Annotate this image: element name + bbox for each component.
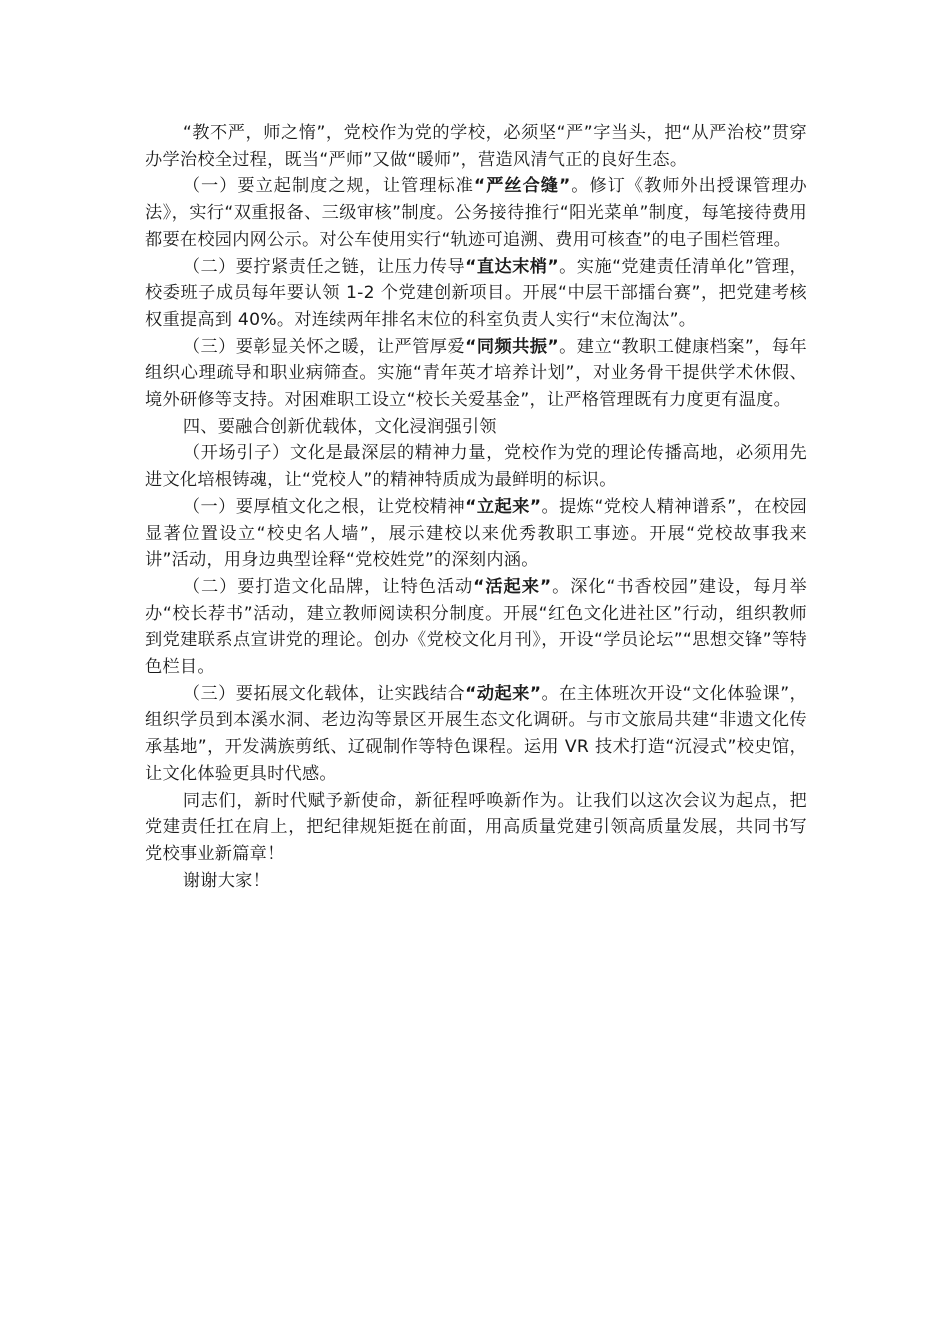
paragraph-lead: （三）要彰显关怀之暖，让严管厚爱 <box>182 336 466 357</box>
paragraph-thanks <box>145 868 807 895</box>
paragraph-lead: （二）要打造文化品牌，让特色活动 <box>182 576 474 597</box>
paragraph-text: 同志们，新时代赋予新使命，新征程呼唤新作为。让我们以这次会议为起点，把党建责任扛在肩上，把纪律规矩挺在前面，用高质量党建引领高质量发展，共同书写党校事业新篇章！ <box>145 790 807 864</box>
document-body <box>145 120 807 894</box>
section-heading-four <box>145 414 807 441</box>
paragraph-opening-intro <box>145 440 807 493</box>
paragraph-text: （开场引子）文化是最深层的精神力量，党校作为党的理论传播高地，必须用先进文化培根铸魂，让“党校人”的精神特质成为最鲜明的标识。 <box>145 443 807 491</box>
paragraph-closing-call <box>145 788 807 868</box>
paragraph-body: 。在主体班次开设“文化体验课”，组织学员到本溪水洞、老边沟等景区开展生态文化调研。与市文旅局共建“非遗文化传承基地”，开发满族剪纸、辽砚制作等特色课程。运用 VR 技术打造“沉浸式”校史馆，让文化体验更具时代感。 <box>145 683 807 784</box>
paragraph-point-2-responsibility <box>145 254 807 334</box>
paragraph-culture-point-1 <box>145 494 807 574</box>
paragraph-emphasis: “同频共振” <box>465 336 559 357</box>
paragraph-emphasis: “活起来” <box>473 576 552 597</box>
paragraph-body: 。提炼“党校人精神谱系”，在校园显著位置设立“校史名人墙”，展示建校以来优秀教职工事迹。开展“党校故事我来讲”活动，用身边典型诠释“党校姓党”的深刻内涵。 <box>145 496 807 571</box>
paragraph-body: 。修订《教师外出授课管理办法》，实行“双重报备、三级审核”制度。公务接待推行“阳光菜单”制度，每笔接待费用都要在校园内网公示。对公车使用实行“轨迹可追溯、费用可核查”的电子围栏管理。 <box>145 176 807 250</box>
paragraph-intro-strict-governance <box>145 120 807 173</box>
paragraph-body: 。建立“教职工健康档案”，每年组织心理疏导和职业病筛查。实施“青年英才培养计划”，对业务骨干提供学术休假、境外研修等支持。对困难职工设立“校长关爱基金”，让严格管理既有力度更有温度。 <box>145 336 807 411</box>
section-heading-text: 四、要融合创新优载体，文化浸润强引领 <box>182 416 497 437</box>
paragraph-lead: （二）要拧紧责任之链，让压力传导 <box>182 256 466 277</box>
paragraph-lead: （三）要拓展文化载体，让实践结合 <box>182 683 466 704</box>
paragraph-body: 。实施“党建责任清单化”管理，校委班子成员每年要认领 1-2 个党建创新项目。开展“中层干部擂台赛”，把党建考核权重提高到 40%。对连续两年排名末位的科室负责人实行“末位淘汰”。 <box>145 256 807 330</box>
paragraph-emphasis: “严丝合缝” <box>473 176 571 197</box>
paragraph-point-3-care <box>145 334 807 414</box>
paragraph-lead: （一）要厚植文化之根，让党校精神 <box>182 496 466 517</box>
paragraph-point-1-system <box>145 173 807 253</box>
paragraph-text: 谢谢大家！ <box>182 870 271 891</box>
paragraph-emphasis: “直达末梢” <box>465 256 559 277</box>
paragraph-emphasis: “立起来” <box>465 496 542 517</box>
paragraph-culture-point-3 <box>145 681 807 788</box>
paragraph-lead: （一）要立起制度之规，让管理标准 <box>182 176 474 197</box>
paragraph-culture-point-2 <box>145 574 807 681</box>
paragraph-emphasis: “动起来” <box>465 683 542 704</box>
paragraph-body: 。深化“书香校园”建设，每月举办“校长荐书”活动，建立教师阅读积分制度。开展“红色文化进社区”行动，组织教师到党建联系点宣讲党的理论。创办《党校文化月刊》，开设“学员论坛”“思想交锋”等特色栏目。 <box>145 576 807 678</box>
paragraph-text: “教不严，师之惰”，党校作为党的学校，必须坚“严”字当头，把“从严治校”贯穿办学治校全过程，既当“严师”又做“暖师”，营造风清气正的良好生态。 <box>145 123 807 170</box>
